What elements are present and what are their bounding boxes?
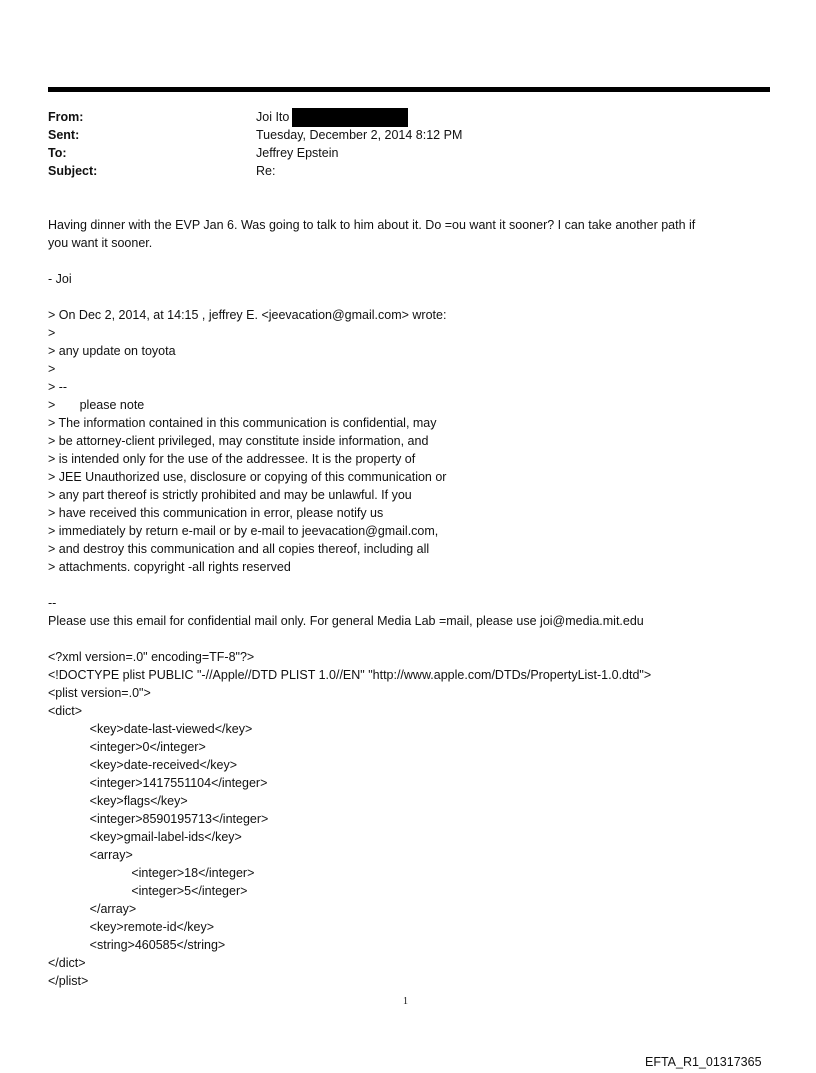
body-line: Having dinner with the EVP Jan 6. Was going to talk to him about it. Do =ou want it sooner? I can take another path if [48, 218, 696, 232]
to-value: Jeffrey Epstein [256, 146, 339, 160]
plist-line: <integer>8590195713</integer> [48, 812, 269, 826]
quoted-line: > -- [48, 380, 68, 394]
plist-line: <plist version=.0"> [48, 686, 151, 700]
plist-line: <key>remote-id</key> [48, 920, 215, 934]
quoted-line: > On Dec 2, 2014, at 14:15 , jeffrey E. <jeevacation@gmail.com> wrote: [48, 308, 447, 322]
plist-line: <?xml version=.0" encoding=TF-8"?> [48, 650, 255, 664]
footer-note: Please use this email for confidential mail only. For general Media Lab =mail, please use joi@media.mit.edu [48, 614, 644, 628]
subject-label: Subject: [48, 164, 98, 178]
plist-line: <key>flags</key> [48, 794, 188, 808]
quoted-line: > JEE Unauthorized use, disclosure or copying of this communication or [48, 470, 447, 484]
redaction-box [292, 108, 408, 127]
plist-line: </plist> [48, 974, 89, 988]
plist-line: <dict> [48, 704, 83, 718]
signature-line: - Joi [48, 272, 72, 286]
quoted-line: > any update on toyota [48, 344, 176, 358]
header-rule [48, 87, 770, 92]
plist-line: </array> [48, 902, 137, 916]
quoted-line: > [48, 362, 56, 376]
sent-value: Tuesday, December 2, 2014 8:12 PM [256, 128, 463, 142]
plist-line: <key>date-received</key> [48, 758, 237, 772]
plist-line: <integer>1417551104</integer> [48, 776, 268, 790]
plist-line: <integer>0</integer> [48, 740, 206, 754]
quoted-line: > [48, 326, 56, 340]
to-label: To: [48, 146, 67, 160]
plist-line: <!DOCTYPE plist PUBLIC "-//Apple//DTD PLIST 1.0//EN" "http://www.apple.com/DTDs/PropertyList-1.0.dtd"> [48, 668, 652, 682]
plist-line: <string>460585</string> [48, 938, 226, 952]
footer-separator: -- [48, 596, 57, 610]
quoted-line: > The information contained in this communication is confidential, may [48, 416, 437, 430]
quoted-line: > attachments. copyright -all rights reserved [48, 560, 291, 574]
sender-name: Joi Ito [256, 110, 290, 124]
quoted-line: > immediately by return e-mail or by e-mail to jeevacation@gmail.com, [48, 524, 439, 538]
from-label: From: [48, 110, 84, 124]
quoted-line: > please note [48, 398, 145, 412]
document-id: EFTA_R1_01317365 [645, 1055, 762, 1069]
quoted-line: > be attorney-client privileged, may constitute inside information, and [48, 434, 429, 448]
subject-value: Re: [256, 164, 276, 178]
sent-label: Sent: [48, 128, 80, 142]
plist-line: <key>date-last-viewed</key> [48, 722, 253, 736]
quoted-line: > have received this communication in error, please notify us [48, 506, 384, 520]
plist-line: <array> [48, 848, 133, 862]
from-value [256, 108, 408, 127]
plist-line: <integer>5</integer> [48, 884, 248, 898]
plist-line: <integer>18</integer> [48, 866, 255, 880]
quoted-line: > and destroy this communication and all copies thereof, including all [48, 542, 430, 556]
plist-line: </dict> [48, 956, 86, 970]
quoted-line: > is intended only for the use of the addressee. It is the property of [48, 452, 416, 466]
quoted-line: > any part thereof is strictly prohibited and may be unlawful. If you [48, 488, 412, 502]
body-line: you want it sooner. [48, 236, 153, 250]
plist-line: <key>gmail-label-ids</key> [48, 830, 242, 844]
page-number: 1 [403, 996, 408, 1007]
